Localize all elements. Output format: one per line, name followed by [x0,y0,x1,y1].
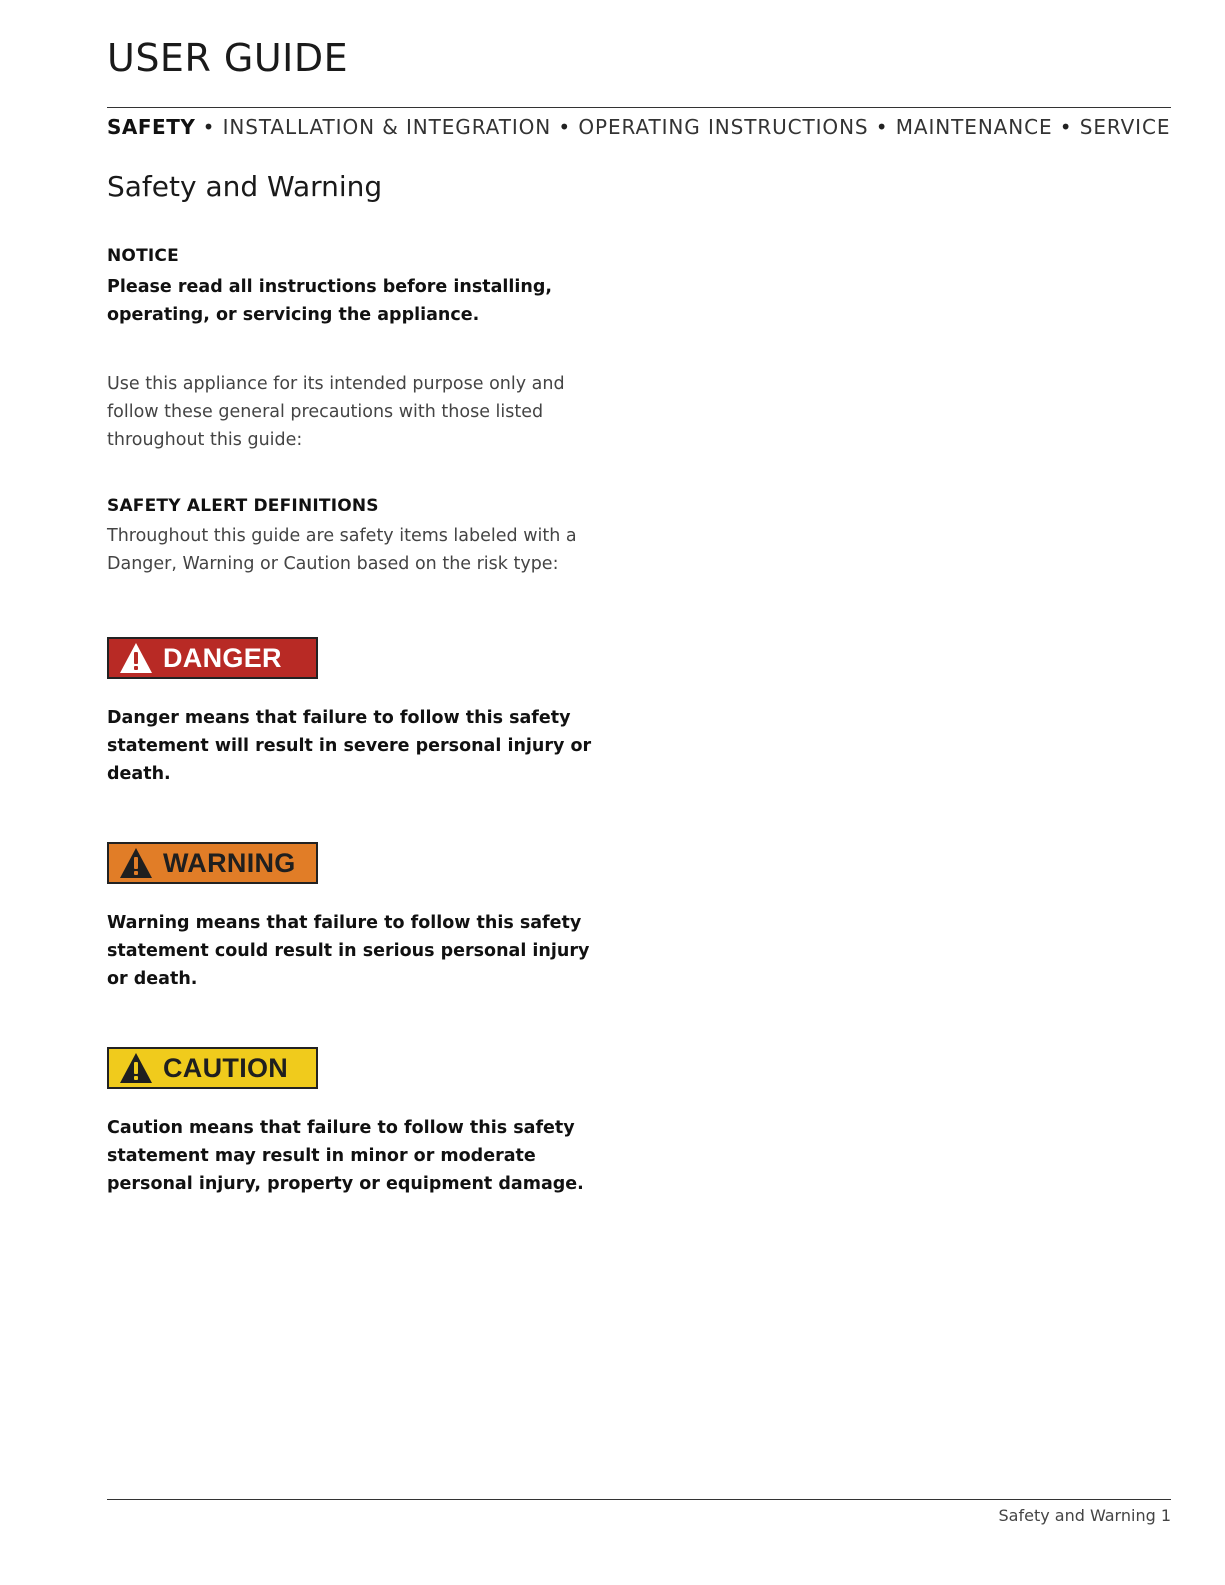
breadcrumb-item-service: SERVICE [1079,115,1171,139]
definitions-text: Throughout this guide are safety items labeled with a Danger, Warning or Caution based on the risk type: [107,526,577,574]
warning-triangle-icon [119,846,153,880]
definitions-label: SAFETY ALERT DEFINITIONS [107,496,379,516]
breadcrumb-item-operating: OPERATING INSTRUCTIONS [578,115,869,139]
breadcrumb-current: SAFETY [107,115,196,139]
warning-badge [107,842,318,884]
page-footer: Safety and Warning 1 [998,1506,1171,1525]
caution-description: Caution means that failure to follow this safety statement may result in minor or moderate personal injury, property or equipment damage. [107,1118,584,1194]
breadcrumb-item-installation: INSTALLATION & INTEGRATION [222,115,552,139]
caution-badge [107,1047,318,1089]
document-title: USER GUIDE [107,36,349,80]
breadcrumb-item-maintenance: MAINTENANCE [895,115,1053,139]
notice-label: NOTICE [107,246,179,266]
intro-text: Use this appliance for its intended purpose only and follow these general precautions with those listed throughout this guide: [107,374,565,450]
notice-text: Please read all instructions before installing, operating, or servicing the appliance. [107,277,553,325]
section-breadcrumb [107,115,1171,139]
section-title: Safety and Warning [107,170,383,203]
warning-triangle-icon [119,641,153,675]
breadcrumb-separator: • [558,115,572,139]
warning-badge-label: WARNING [163,847,296,878]
danger-badge [107,637,318,679]
danger-badge-label: DANGER [163,642,282,673]
header-divider [107,107,1171,108]
notice-block [107,246,607,329]
breadcrumb-separator: • [1059,115,1073,139]
intro-block [107,370,607,454]
definitions-block [107,496,607,578]
breadcrumb-separator: • [875,115,889,139]
warning-description: Warning means that failure to follow this safety statement could result in serious personal injury or death. [107,913,590,989]
footer-divider [107,1499,1171,1500]
warning-triangle-icon [119,1051,153,1085]
breadcrumb-separator: • [202,115,216,139]
danger-description: Danger means that failure to follow this safety statement will result in severe personal injury or death. [107,708,592,784]
caution-badge-label: CAUTION [163,1052,289,1083]
